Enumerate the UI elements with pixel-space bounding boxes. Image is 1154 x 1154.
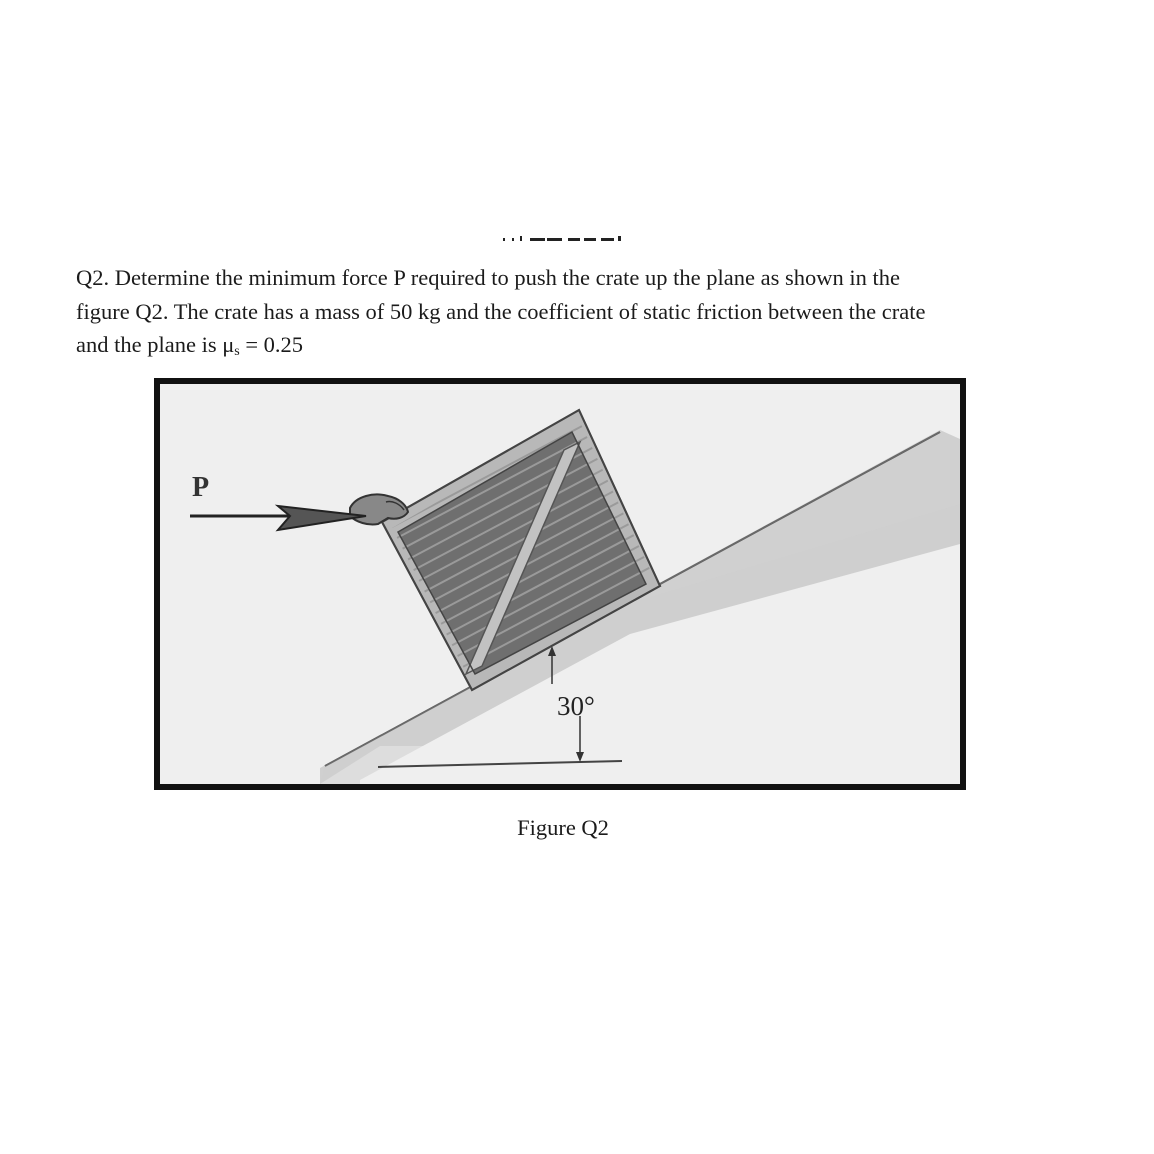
figure-q2-frame xyxy=(154,378,966,790)
question-line-3-suffix: = 0.25 xyxy=(239,332,304,357)
figure-q2-drawing xyxy=(160,384,960,784)
question-line-1: Q2. Determine the minimum force P required to push the crate up the plane as shown in the xyxy=(76,265,900,290)
figure-caption-text: Figure Q2 xyxy=(517,815,609,840)
angle-label: 30° xyxy=(557,691,595,721)
question-text xyxy=(76,261,1076,369)
force-arrow-p xyxy=(190,506,366,530)
mu-subscript: s xyxy=(234,344,240,359)
question-line-3 xyxy=(76,328,1076,369)
cut-off-header xyxy=(500,229,630,245)
force-label-p: P xyxy=(192,472,210,503)
question-line-2: figure Q2. The crate has a mass of 50 kg and the coefficient of static friction between the crate xyxy=(76,298,926,324)
question-line-3-prefix: and the plane is μ xyxy=(76,332,235,357)
figure-caption xyxy=(0,815,1154,841)
